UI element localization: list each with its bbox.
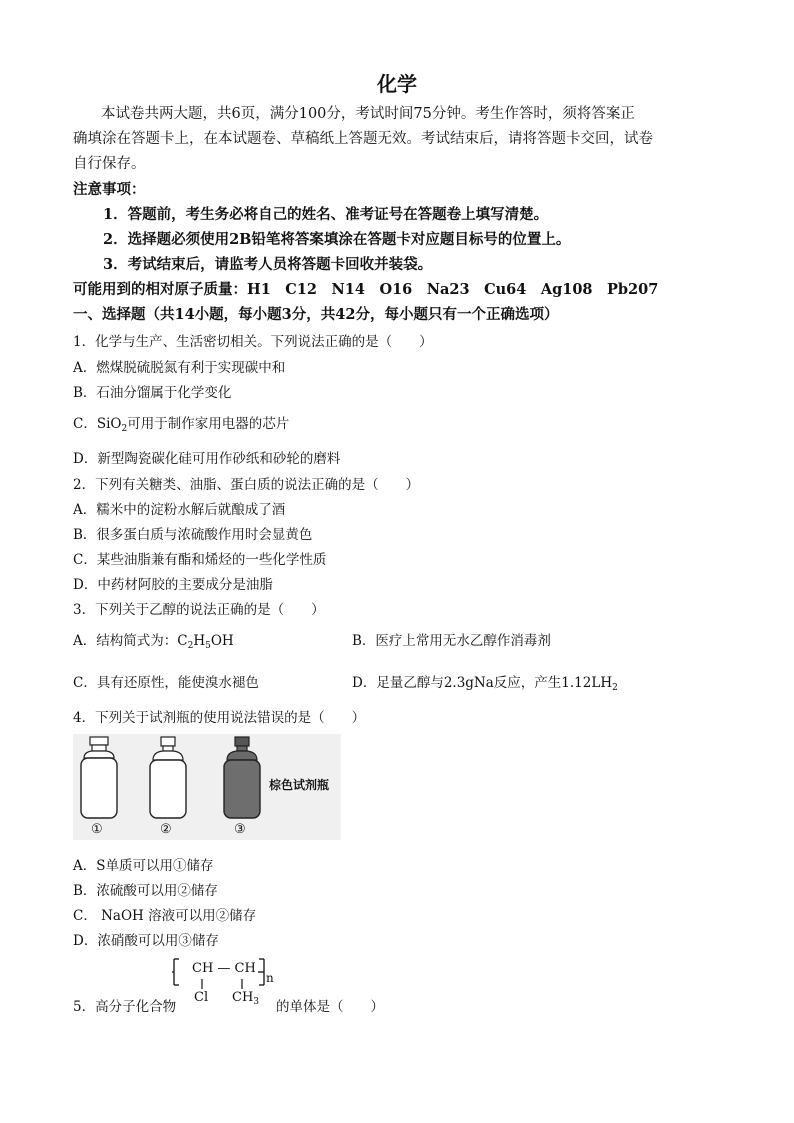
intro-line-2: 确填涂在答题卡上，在本试题卷、草稿纸上答题无效。考试结束后，请将答题卡交回，试卷 [73,131,653,147]
q3-d-sub: 2 [612,683,618,693]
q3-option-a [73,629,234,649]
q1-option-d: D．新型陶瓷碳化硅可用作砂纸和砂轮的磨料 [73,451,341,467]
q2-option-d: D．中药材阿胶的主要成分是油脂 [73,577,273,593]
notes-heading: 注意事项： [73,181,146,198]
bottle-3-brown-icon [224,737,260,818]
polymer-backbone: CH — CH [192,961,256,976]
q2-option-c: C．某些油脂兼有酯和烯烃的一些化学性质 [73,552,327,568]
q3-a-prefix: A．结构简式为： [73,633,178,649]
q3-a-sub2: 5 [205,641,211,651]
q1-option-c [73,412,289,432]
q1-option-b: B．石油分馏属于化学变化 [73,385,232,401]
notes-item-2: 2．选择题必须使用2B铅笔将答案填涂在答题卡对应题目标号的位置上。 [103,231,571,248]
q3-d-prefix: D．足量乙醇与2.3gNa反应，产生1.12LH [352,675,613,691]
bottle-3-label: ③ [234,822,246,837]
q1-c-prefix: C． [73,416,97,432]
intro-line-1 [73,102,635,127]
q5-stem-prefix: 5．高分子化合物 [73,999,177,1015]
polymer-ch: CH [232,990,254,1005]
q1-c-sub: 2 [121,424,128,434]
page-title: 化学 [377,72,417,96]
q4-option-b: B．浓硫酸可以用②储存 [73,883,218,899]
notes-item-3: 3．考试结束后，请监考人员将答题卡回收并装袋。 [103,256,433,273]
q4-option-d: D．浓硝酸可以用③储存 [73,933,219,949]
q3-option-c: C．具有还原性，能使溴水褪色 [73,675,259,691]
q3-a-oh: OH [210,633,234,649]
intro-text-1: 本试卷共两大题，共6页，满分100分，考试时间75分钟。考生作答时，须将答案正 [101,106,635,122]
polymer-ch3 [232,990,259,1005]
q2-stem: 2．下列有关糖类、油脂、蛋白质的说法正确的是（ ） [73,477,420,493]
q1-stem: 1．化学与生产、生活密切相关。下列说法正确的是（ ） [73,334,433,350]
q3-a-c: C [177,633,188,649]
brown-bottle-label: 棕色试剂瓶 [269,778,330,792]
section-heading: 一、选择题（共14小题，每小题3分，共42分，每小题只有一个正确选项） [73,306,559,323]
reagent-bottles-figure [73,734,341,840]
q4-stem: 4．下列关于试剂瓶的使用说法错误的是（ ） [73,710,366,726]
bottle-1-icon [81,737,117,818]
q2-option-b: B．很多蛋白质与浓硫酸作用时会显黄色 [73,527,313,543]
q4-option-a: A．S单质可以用①储存 [73,858,214,874]
q4-option-c: C． NaOH 溶液可以用②储存 [73,908,257,924]
q2-option-a: A．糯米中的淀粉水解后就酿成了酒 [73,502,286,518]
q1-c-rest: 可用于制作家用电器的芯片 [127,416,290,432]
q1-c-formula: SiO [96,416,122,432]
polymer-ch3-sub: 3 [253,997,260,1007]
bottle-2-icon [150,737,186,818]
q3-a-sub1: 2 [187,641,194,651]
notes-item-1: 1．答题前，考生务必将自己的姓名、准考证号在答题卷上填写清楚。 [103,206,549,223]
bottle-2-label: ② [160,822,172,837]
polymer-structure [172,955,274,1010]
q1-option-a: A．燃煤脱硫脱氮有利于实现碳中和 [73,360,286,376]
q3-option-d [352,671,618,691]
polymer-cl: Cl [194,990,209,1005]
polymer-n: n [266,971,274,985]
bottle-1-label: ① [91,822,103,837]
q5-stem-suffix: 的单体是（ ） [276,999,384,1015]
atomic-masses: 可能用到的相对原子质量：H1 C12 N14 O16 Na23 Cu64 Ag108 Pb207 [73,281,659,298]
q3-stem: 3．下列关于乙醇的说法正确的是（ ） [73,602,325,618]
intro-line-3: 自行保存。 [73,156,146,172]
q3-option-b: B．医疗上常用无水乙醇作消毒剂 [352,633,551,649]
q3-a-h: H [193,633,206,649]
